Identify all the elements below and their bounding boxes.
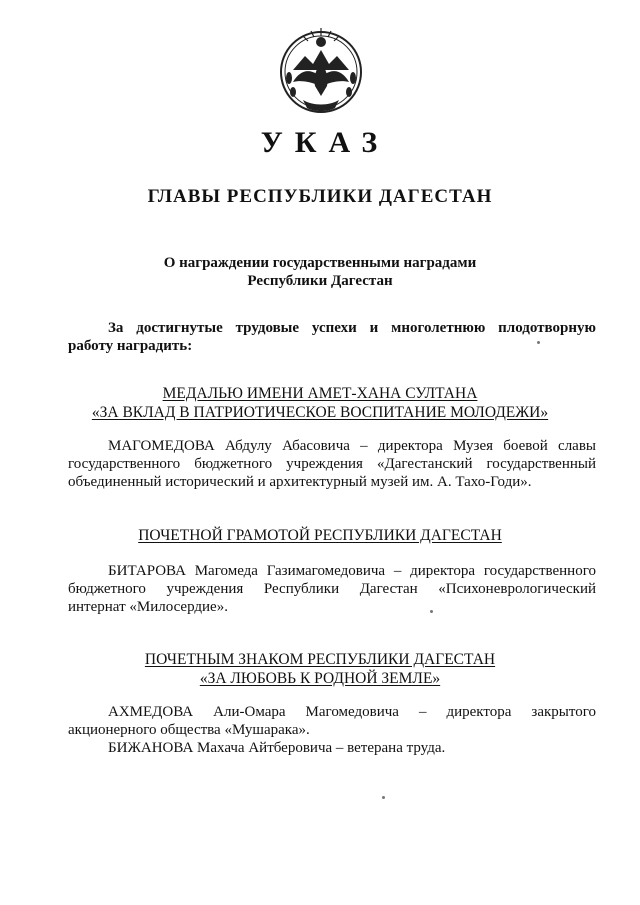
award-heading-line1: МЕДАЛЬЮ ИМЕНИ АМЕТ-ХАНА СУЛТАНА xyxy=(162,385,478,402)
award-heading-certificate xyxy=(0,526,640,545)
decree-topic-line1: О награждении государственными наградами xyxy=(163,255,477,271)
award-heading-line2: «ЗА ЛЮБОВЬ К РОДНОЙ ЗЕМЛЕ» xyxy=(199,670,441,687)
dagestan-coat-of-arms-icon xyxy=(273,22,369,118)
award-heading-line2: «ЗА ВКЛАД В ПАТРИОТИЧЕСКОЕ ВОСПИТАНИЕ МОЛОДЕЖИ» xyxy=(91,404,549,421)
award-entry-badge xyxy=(68,703,596,757)
scan-speck xyxy=(382,796,385,799)
award-entry-medal xyxy=(68,437,596,491)
decree-intro xyxy=(68,319,596,355)
entry-line: АХМЕДОВА Али-Омара Магомедовича – директора закрытого xyxy=(108,704,596,720)
entry-line: БИТАРОВА Магомеда Газимагомедовича – директора государственного xyxy=(108,563,596,579)
award-heading-line1: ПОЧЕТНЫМ ЗНАКОМ РЕСПУБЛИКИ ДАГЕСТАН xyxy=(144,651,496,668)
decree-intro-line2: работу наградить: xyxy=(68,338,193,354)
page-title: УКАЗ xyxy=(260,126,390,159)
entry-line: БИЖАНОВА Махача Айтберовича – ветерана труда. xyxy=(108,740,446,756)
entry-line: объединенный исторический и архитектурный музей им. А. Тахо-Годи». xyxy=(68,474,532,490)
entry-line: интернат «Милосердие». xyxy=(68,599,228,615)
award-entry-certificate xyxy=(68,562,596,616)
award-heading-badge xyxy=(0,650,640,688)
decree-topic xyxy=(0,254,640,290)
entry-line: государственного бюджетного учреждения «Дагестанский государственный xyxy=(68,456,596,472)
award-heading-medal xyxy=(0,384,640,422)
entry-line: МАГОМЕДОВА Абдулу Абасовича – директора Музея боевой славы xyxy=(108,438,596,454)
issuer-title: ГЛАВЫ РЕСПУБЛИКИ ДАГЕСТАН xyxy=(147,186,493,207)
decree-intro-line1: За достигнутые трудовые успехи и многолетнюю плодотворную xyxy=(108,320,596,336)
entry-line: бюджетного учреждения Республики Дагестан «Психоневрологический xyxy=(68,581,596,597)
entry-line: акционерного общества «Мушарака». xyxy=(68,722,310,738)
scan-speck xyxy=(430,610,433,613)
award-heading-line1: ПОЧЕТНОЙ ГРАМОТОЙ РЕСПУБЛИКИ ДАГЕСТАН xyxy=(138,527,502,544)
scan-speck xyxy=(537,341,540,344)
decree-topic-line2: Республики Дагестан xyxy=(247,273,393,289)
